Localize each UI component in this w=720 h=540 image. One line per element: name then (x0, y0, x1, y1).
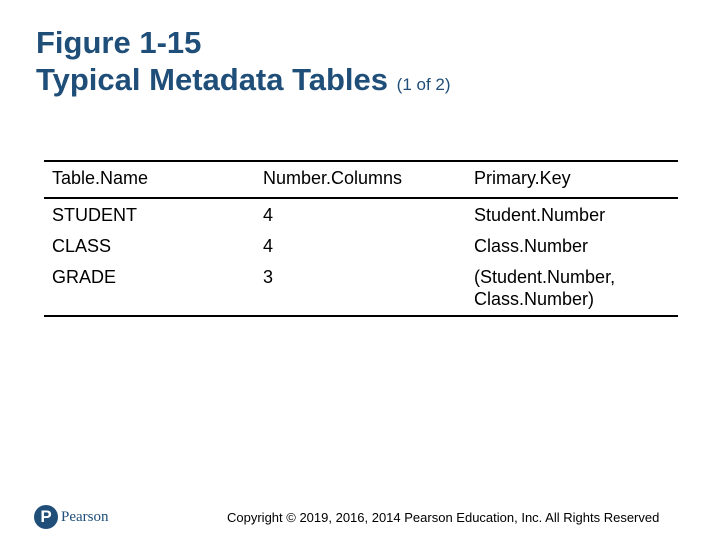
pearson-logo-text: Pearson (61, 508, 109, 525)
table-row (44, 261, 678, 316)
cell-table-name: STUDENT (52, 205, 137, 225)
primary-key-line-2: Class.Number) (474, 289, 595, 309)
pearson-logo-icon: P (34, 505, 58, 529)
title-line-1: Figure 1-15 (36, 25, 202, 60)
cell-table-name: CLASS (52, 236, 112, 256)
header-table-name: Table.Name (52, 168, 149, 188)
title-line-2 (36, 61, 451, 103)
header-primary-key: Primary.Key (474, 168, 571, 188)
primary-key-line-1: (Student.Number, (474, 267, 616, 287)
copyright-notice: Copyright © 2019, 2016, 2014 Pearson Education, Inc. All Rights Reserved (227, 510, 660, 525)
cell-primary-key (466, 261, 678, 316)
cell-table-name: GRADE (52, 267, 117, 287)
cell-number-columns: 3 (263, 267, 274, 287)
cell-number-columns: 4 (263, 236, 274, 256)
header-number-columns: Number.Columns (263, 168, 403, 188)
cell-primary-key: Student.Number (474, 205, 606, 225)
cell-number-columns: 4 (263, 205, 274, 225)
table-row (44, 230, 678, 261)
title-main-text: Typical Metadata Tables (36, 62, 389, 97)
metadata-table (44, 160, 678, 317)
table-row (44, 198, 678, 230)
title-suffix: (1 of 2) (396, 75, 451, 94)
table-header-row (44, 161, 678, 198)
slide-title (36, 24, 451, 103)
pearson-logo (34, 505, 109, 529)
cell-primary-key: Class.Number (474, 236, 589, 256)
